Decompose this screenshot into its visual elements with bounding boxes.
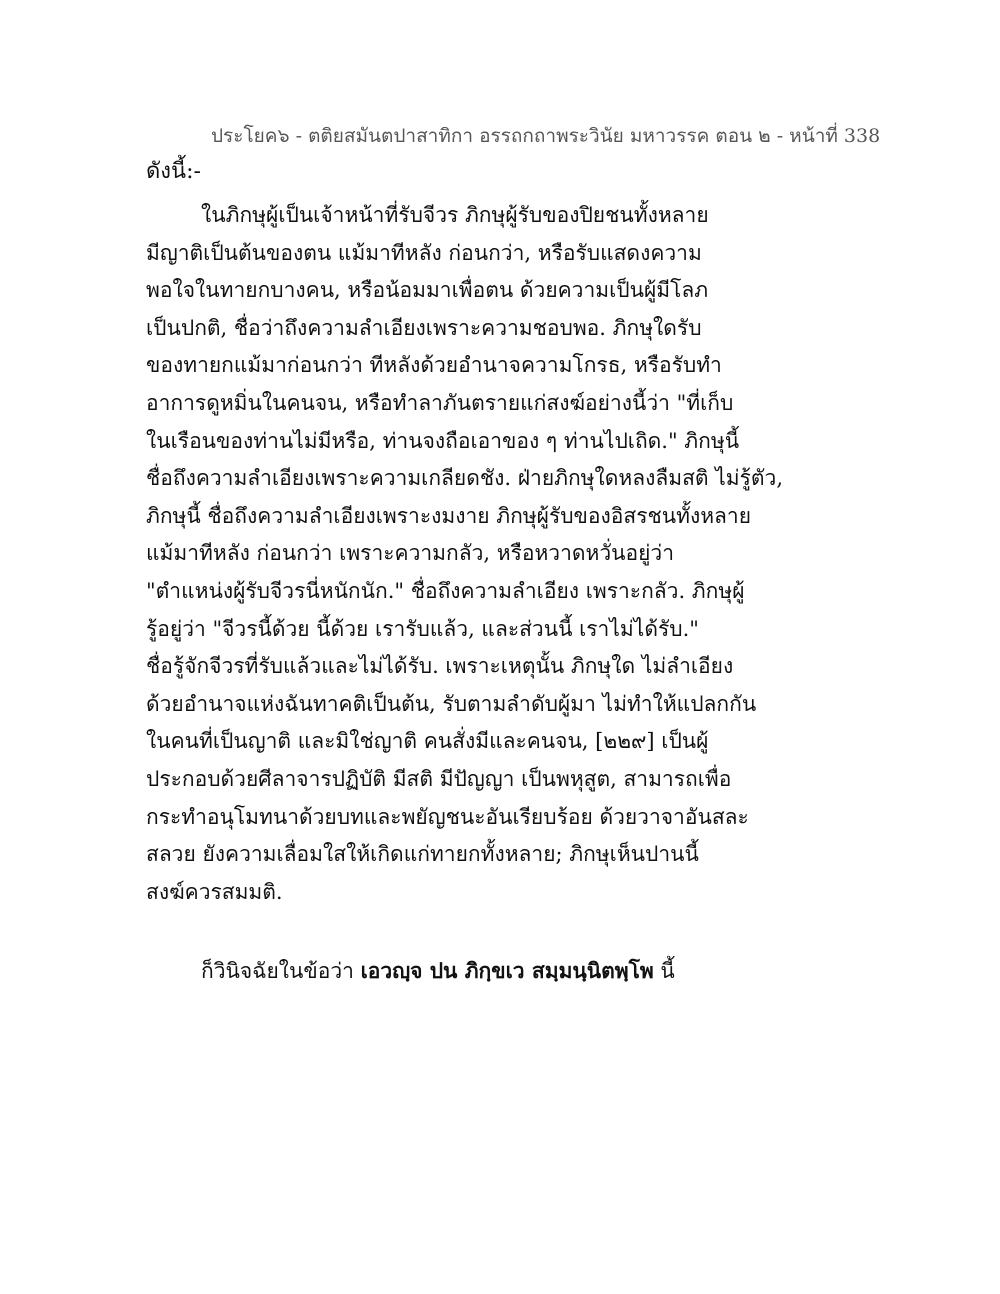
paragraph-line: ชื่อรู้จักจีวรที่รับแล้วและไม่ได้รับ. เพราะเหตุนั้น ภิกษุใด ไม่ลำเอียง xyxy=(146,654,734,679)
body-paragraph xyxy=(146,197,866,911)
paragraph-line: สลวย ยังความเลื่อมใสให้เกิดแก่ทายกทั้งหลาย; ภิกษุเห็นปานนี้ xyxy=(146,842,699,867)
paragraph-line: "ตำแหน่งผู้รับจีวรนี่หนักนัก." ชื่อถึงความลำเอียง เพราะกลัว. ภิกษุผู้ xyxy=(146,578,745,603)
paragraph-line: ชื่อถึงความลำเอียงเพราะความเกลียดชัง. ฝ่ายภิกษุใดหลงลืมสติ ไม่รู้ตัว, xyxy=(146,466,784,491)
paragraph-line: ภิกษุนี้ ชื่อถึงความลำเอียงเพราะงมงาย ภิกษุผู้รับของอิสรชนทั้งหลาย xyxy=(146,503,752,528)
paragraph-line: อาการดูหมิ่นในคนจน, หรือทำลาภันตรายแก่สงฆ์อย่างนี้ว่า "ที่เก็บ xyxy=(146,390,734,415)
paragraph-line: ในภิกษุผู้เป็นเจ้าหน้าที่รับจีวร ภิกษุผู้รับของปิยชนทั้งหลาย xyxy=(201,203,709,227)
paragraph-line: มีญาติเป็นต้นของตน แม้มาทีหลัง ก่อนกว่า, หรือรับแสดงความ xyxy=(146,240,702,265)
paragraph-line: สงฆ์ควรสมมติ. xyxy=(146,879,283,904)
paragraph-line: เป็นปกติ, ชื่อว่าถึงความลำเอียงเพราะความชอบพอ. ภิกษุใดรับ xyxy=(146,315,702,340)
paragraph-line: ประกอบด้วยศีลาจารปฏิบัติ มีสติ มีปัญญา เป็นพหุสูต, สามารถเพื่อ xyxy=(146,766,732,791)
paragraph-line: รู้อยู่ว่า "จีวรนี้ด้วย นี้ด้วย เรารับแล้ว, และส่วนนี้ เราไม่ได้รับ." xyxy=(146,616,699,641)
lead-line: ดังนี้:- xyxy=(146,159,201,184)
last-paragraph xyxy=(201,955,675,987)
paragraph-line: ในคนที่เป็นญาติ และมิใช่ญาติ คนสั่งมีและคนจน, [๒๒๙] เป็นผู้ xyxy=(146,729,709,754)
page-header: ประโยค๖ - ตติยสมันตปาสาทิกา อรรถกถาพระวินัย มหาวรรค ตอน ๒ - หน้าที่ 338 xyxy=(211,125,881,147)
last-paragraph-suffix: นี้ xyxy=(653,959,675,983)
paragraph-line: ในเรือนของท่านไม่มีหรือ, ท่านจงถือเอาของ ๆ ท่านไปเถิด." ภิกษุนี้ xyxy=(146,428,740,453)
last-paragraph-prefix: ก็วินิจฉัยในข้อว่า xyxy=(201,959,361,983)
paragraph-line: แม้มาทีหลัง ก่อนกว่า เพราะความกลัว, หรือหวาดหวั่นอยู่ว่า xyxy=(146,541,675,566)
paragraph-line: ของทายกแม้มาก่อนกว่า ทีหลังด้วยอำนาจความโกรธ, หรือรับทำ xyxy=(146,353,722,378)
paragraph-line: ด้วยอำนาจแห่งฉันทาคติเป็นต้น, รับตามลำดับผู้มา ไม่ทำให้แปลกกัน xyxy=(146,691,757,716)
paragraph-line: พอใจในทายกบางคน, หรือน้อมมาเพื่อตน ด้วยความเป็นผู้มีโลภ xyxy=(146,278,709,303)
paragraph-line: กระทำอนุโมทนาด้วยบทและพยัญชนะอันเรียบร้อย ด้วยวาจาอันสละ xyxy=(146,804,749,829)
pali-quote: เอวญฺจ ปน ภิกฺขเว สมฺมนฺนิตพฺโพ xyxy=(360,958,654,983)
